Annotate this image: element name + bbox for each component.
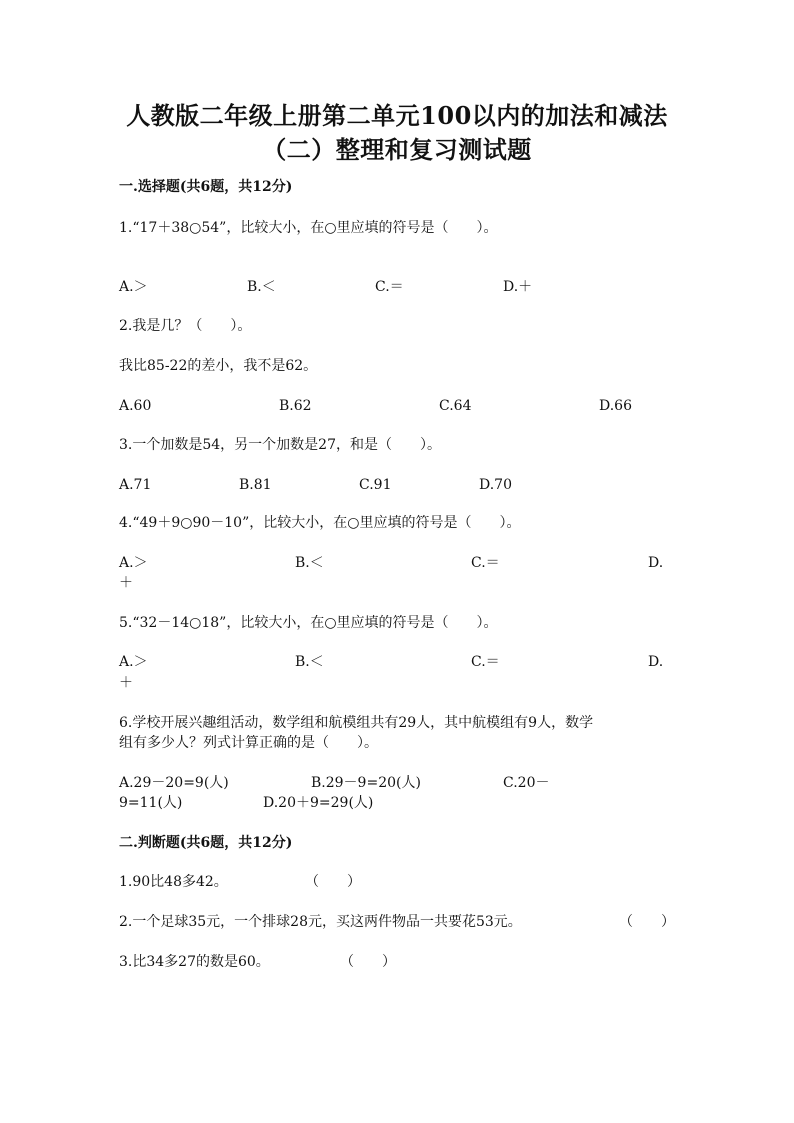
q6-option-b: B.29－9=20(人) [311, 775, 421, 791]
q2-option-b: B.62 [279, 398, 312, 414]
judgment-2-blank: （ ） [619, 914, 675, 930]
q2-option-a: A.60 [119, 398, 152, 414]
q4-option-c: C.＝ [471, 555, 500, 571]
q3-option-d: D.70 [479, 477, 512, 493]
q5-option-b: B.＜ [295, 654, 324, 670]
section-heading-judgment: 二.判断题(共6题，共12分) [119, 835, 293, 851]
q5-option-d: D. [648, 654, 664, 670]
question-2-extra: 我比85-22的差小，我不是62。 [119, 358, 318, 374]
q3-option-a: A.71 [119, 477, 152, 493]
q1-option-d: D.＋ [503, 279, 533, 295]
q2-option-c: C.64 [439, 398, 472, 414]
title-line-2: （二）整理和复习测试题 [262, 135, 532, 164]
q6-option-a: A.29－20=9(人) [119, 775, 229, 791]
q6-option-c-continued: 9=11(人) [119, 795, 183, 811]
q1-option-b: B.＜ [247, 279, 276, 295]
judgment-2-text: 2.一个足球35元，一个排球28元，买这两件物品一共要花53元。 [119, 914, 522, 930]
q4-option-d: D. [648, 555, 664, 571]
q2-option-d: D.66 [599, 398, 632, 414]
q5-option-d-value: ＋ [119, 675, 133, 691]
title-line-1: 人教版二年级上册第二单元100以内的加法和减法 [126, 101, 668, 130]
q6-option-c: C.20－ [503, 775, 550, 791]
question-6-stem-line-1: 6.学校开展兴趣组活动，数学组和航模组共有29人，其中航模组有9人，数学 [119, 715, 594, 731]
question-3-stem: 3.一个加数是54，另一个加数是27，和是（ ）。 [119, 437, 441, 453]
judgment-3-blank: （ ） [340, 954, 396, 970]
question-2-stem: 2.我是几？（ ）。 [119, 318, 252, 334]
q1-option-a: A.＞ [119, 279, 148, 295]
judgment-3-text: 3.比34多27的数是60。 [119, 954, 270, 970]
q3-option-c: C.91 [359, 477, 392, 493]
question-6-stem-line-2: 组有多少人？列式计算正确的是（ ）。 [119, 735, 378, 751]
q4-option-a: A.＞ [119, 555, 148, 571]
question-5-stem: 5.“32－14○18”，比较大小，在○里应填的符号是（ ）。 [119, 615, 498, 631]
question-4-stem: 4.“49＋9○90－10”，比较大小，在○里应填的符号是（ ）。 [119, 515, 521, 531]
q3-option-b: B.81 [239, 477, 272, 493]
q5-option-c: C.＝ [471, 654, 500, 670]
judgment-1-blank: （ ） [305, 874, 361, 890]
section-heading-choice: 一.选择题(共6题，共12分) [119, 179, 293, 195]
question-1-stem: 1.“17＋38○54”，比较大小，在○里应填的符号是（ ）。 [119, 220, 498, 236]
q4-option-b: B.＜ [295, 555, 324, 571]
q5-option-a: A.＞ [119, 654, 148, 670]
q6-option-d: D.20＋9=29(人) [263, 795, 374, 811]
q4-option-d-value: ＋ [119, 575, 133, 591]
judgment-1-text: 1.90比48多42。 [119, 874, 228, 890]
q1-option-c: C.＝ [375, 279, 404, 295]
